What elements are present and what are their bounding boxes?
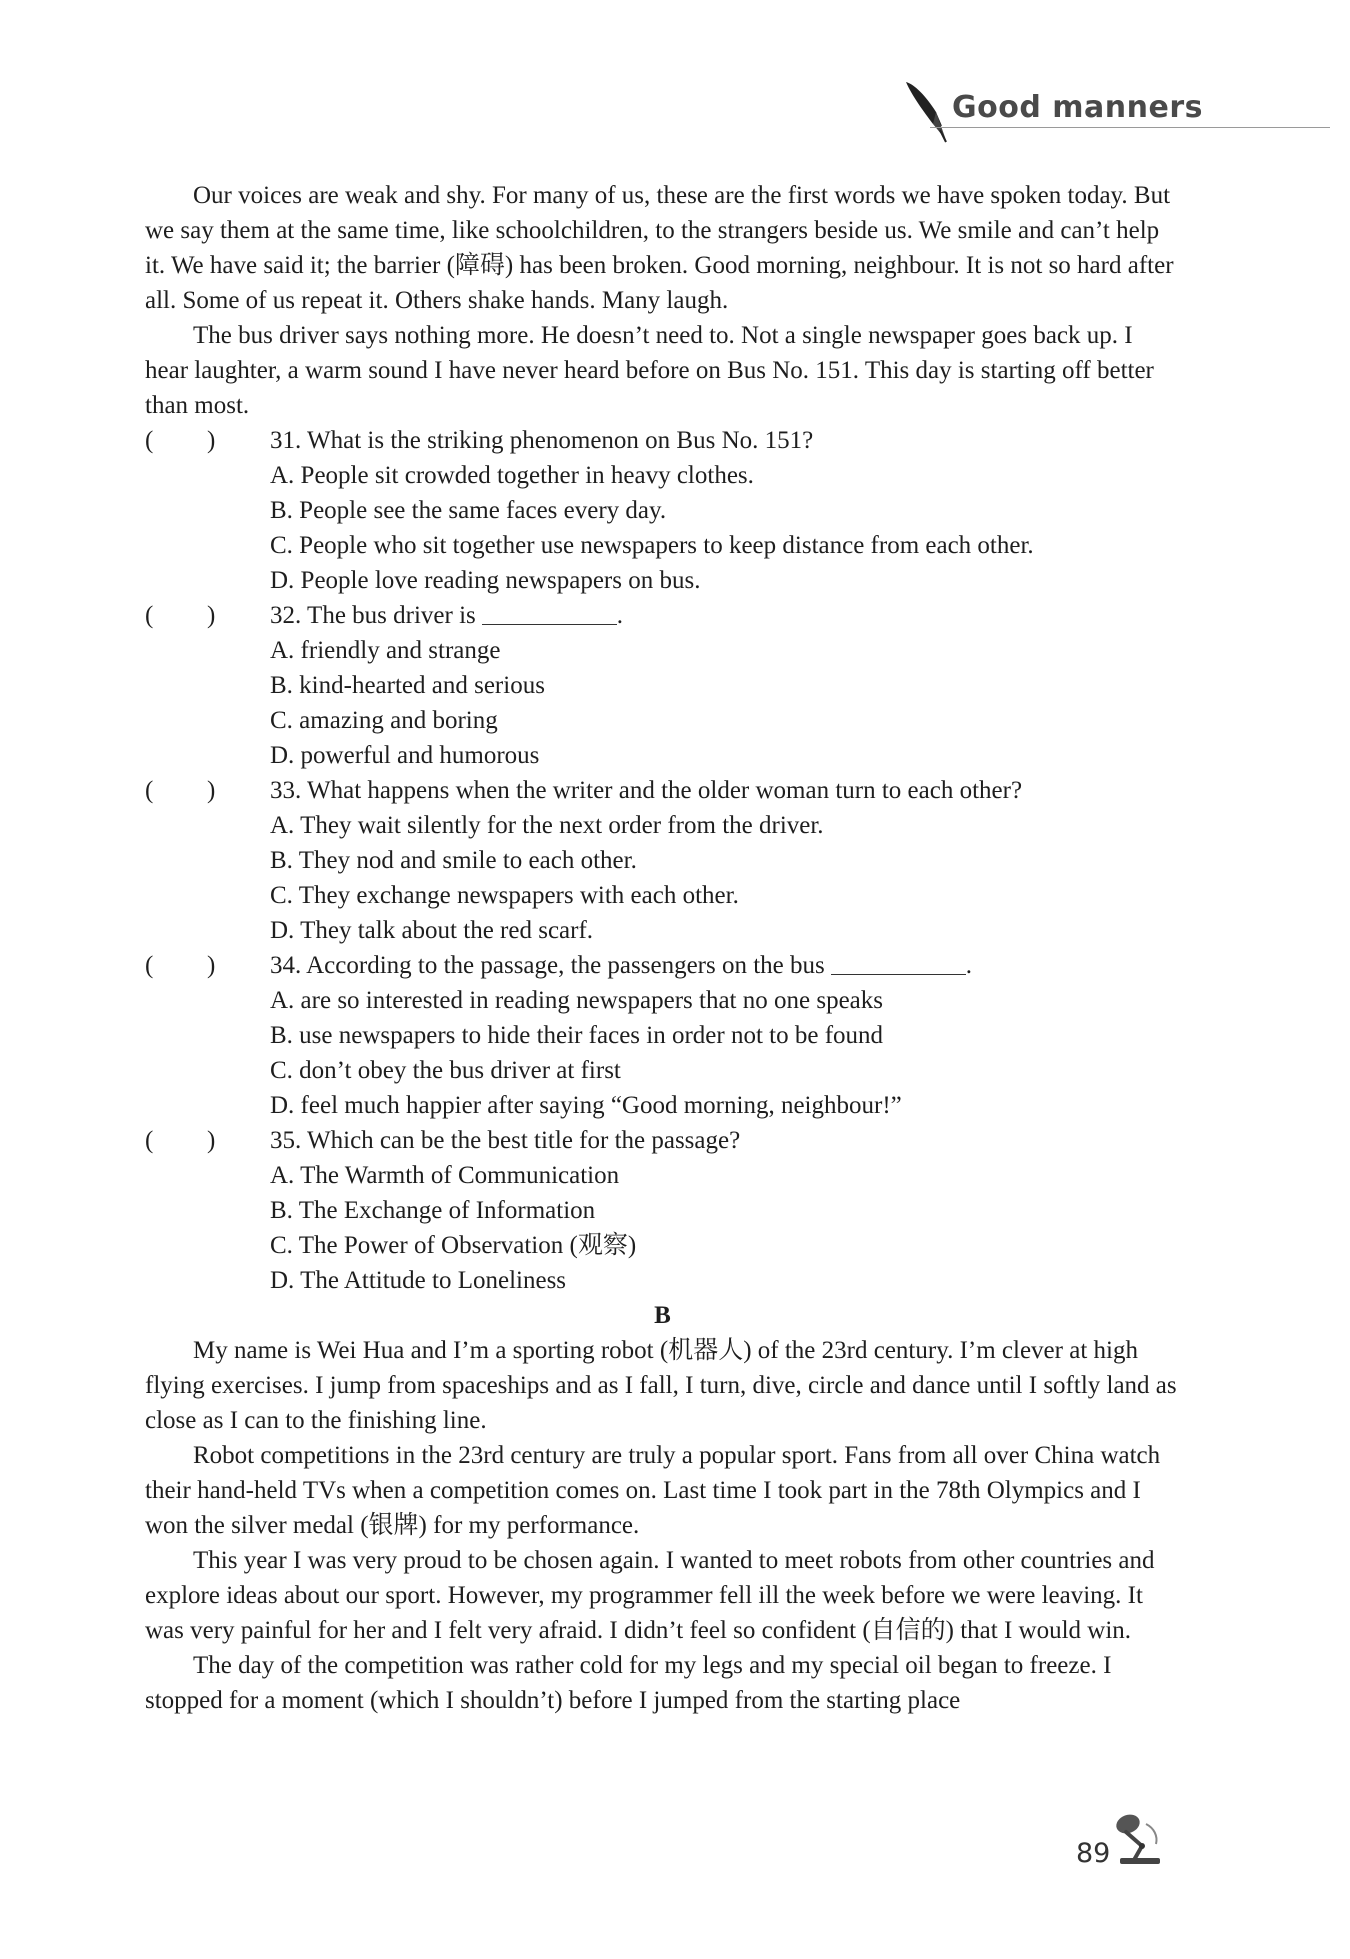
page-content [145,178,1180,1718]
option: A. friendly and strange [270,637,501,664]
answer-paren-open: ( [145,602,154,629]
option: A. They wait silently for the next order from the driver. [270,812,824,839]
answer-paren-close: ) [207,952,216,979]
option: D. The Attitude to Loneliness [270,1267,567,1294]
question-stem: 32. The bus driver is [270,602,476,629]
passage-paragraph: This year I was very proud to be chosen again. I wanted to meet robots from other countries and explore ideas about our sport. However, my programmer fell ill the week before we were leaving. It was very painful for her and I felt very afraid. I didn’t feel so confident (自信的) that I would win. [145,1547,1155,1644]
fill-in-blank[interactable] [831,952,966,975]
answer-paren-open: ( [145,952,154,979]
answer-paren-close: ) [207,777,216,804]
chapter-title: Good manners [952,90,1203,125]
option: A. The Warmth of Communication [270,1162,620,1189]
option: D. powerful and humorous [270,742,540,769]
answer-paren-close: ) [207,1127,216,1154]
header-divider [930,127,1330,128]
question-31 [145,423,1180,458]
passage-paragraph: Our voices are weak and shy. For many of us, these are the first words we have spoken today. But we say them at the same time, like schoolchildren, to the strangers beside us. We smile and can’t help it. We have said it; the barrier (障碍) has been broken. Good morning, neighbour. It is not so hard after all. Some of us repeat it. Others shake hands. Many laugh. [145,182,1174,314]
answer-paren-open: ( [145,777,154,804]
passage-paragraph: Robot competitions in the 23rd century are truly a popular sport. Fans from all over China watch their hand-held TVs when a competition comes on. Last time I took part in the 78th Olympics and I won the silver medal (银牌) for my performance. [145,1442,1161,1539]
question-stem: 31. What is the striking phenomenon on Bus No. 151? [270,427,814,454]
question-35 [145,1123,1180,1158]
desk-lamp-icon [1112,1808,1172,1868]
question-stem: 33. What happens when the writer and the older woman turn to each other? [270,777,1023,804]
option: C. They exchange newspapers with each other. [270,882,739,909]
option: B. People see the same faces every day. [270,497,667,524]
question-stem: 34. According to the passage, the passengers on the bus [270,952,825,979]
question-33 [145,773,1180,808]
option: C. People who sit together use newspapers to keep distance from each other. [270,532,1034,559]
question-stem-end: . [616,602,624,629]
option: D. feel much happier after saying “Good morning, neighbour!” [270,1092,902,1119]
question-stem-end: . [965,952,972,979]
answer-paren-close: ) [207,602,216,629]
option: A. People sit crowded together in heavy clothes. [270,462,754,489]
option: D. People love reading newspapers on bus. [270,567,701,594]
question-32 [145,598,1180,633]
fill-in-blank[interactable] [482,602,617,625]
passage-paragraph: My name is Wei Hua and I’m a sporting robot (机器人) of the 23rd century. I’m clever at high flying exercises. I jump from spaceships and as I fall, I turn, dive, circle and dance until I softly land as close as I can to the finishing line. [145,1337,1177,1434]
option: D. They talk about the red scarf. [270,917,594,944]
passage-paragraph: The day of the competition was rather cold for my legs and my special oil began to freeze. I stopped for a moment (which I shouldn’t) before I jumped from the starting place [145,1652,1112,1714]
option: B. They nod and smile to each other. [270,847,637,874]
option: B. use newspapers to hide their faces in order not to be found [270,1022,884,1049]
page-number: 89 [1076,1838,1111,1869]
option: B. kind-hearted and serious [270,672,545,699]
option: A. are so interested in reading newspapers that no one speaks [270,987,884,1014]
page-header [890,70,1335,150]
answer-paren-close: ) [207,427,216,454]
option: B. The Exchange of Information [270,1197,596,1224]
passage-paragraph: The bus driver says nothing more. He doesn’t need to. Not a single newspaper goes back up. I hear laughter, a warm sound I have never heard before on Bus No. 151. This day is starting off better than most. [145,322,1154,419]
question-34 [145,948,1180,983]
section-heading: B [654,1302,671,1329]
option: C. The Power of Observation (观察) [270,1232,637,1259]
answer-paren-open: ( [145,427,154,454]
question-stem: 35. Which can be the best title for the passage? [270,1127,741,1154]
pen-nib-icon [900,78,950,148]
option: C. don’t obey the bus driver at first [270,1057,621,1084]
answer-paren-open: ( [145,1127,154,1154]
option: C. amazing and boring [270,707,498,734]
